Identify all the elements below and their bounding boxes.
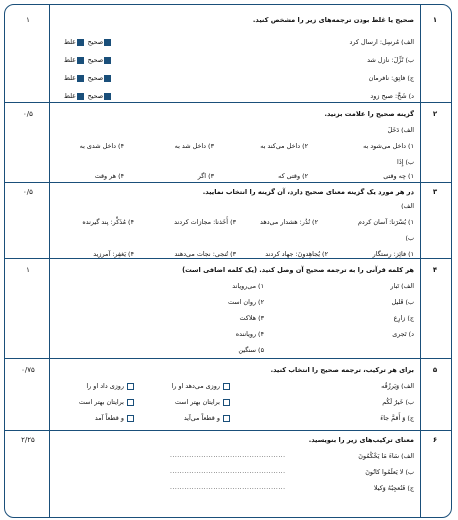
question-title: صحیح یا غلط بودن ترجمه‌های زیر را مشخص کنید. bbox=[252, 16, 414, 24]
item-text: الف) مُرسِل: ارسال کرد bbox=[349, 38, 414, 46]
checkbox-icon[interactable] bbox=[223, 415, 230, 422]
question-score: ۱ bbox=[26, 266, 30, 274]
question-stem: ب) bbox=[405, 234, 414, 242]
option-4[interactable]: ۴) مُذَکِّر: پند گیرنده bbox=[82, 218, 134, 226]
question-stem: الف) دَخَلَ bbox=[387, 126, 414, 134]
match-right-item[interactable]: ۲) روان است bbox=[227, 298, 264, 306]
option-3[interactable]: ۳) أَخَذنا: مجازات کردند bbox=[174, 218, 236, 226]
option-label: و قطعاً آمد bbox=[94, 414, 124, 422]
true-label: صحیح bbox=[87, 92, 104, 100]
option-a[interactable] bbox=[172, 382, 230, 390]
option-label: برایتان بهتر است bbox=[174, 398, 220, 406]
match-right-item[interactable]: ۱) می‌رویاند bbox=[232, 282, 264, 290]
checkbox-icon[interactable] bbox=[223, 383, 230, 390]
option-1[interactable]: ۱) چه وقتی bbox=[383, 172, 414, 180]
false-label: غلط bbox=[64, 74, 76, 82]
option-label: روزی داد او را bbox=[86, 382, 124, 390]
false-checkbox-icon[interactable] bbox=[77, 57, 84, 64]
match-left-item[interactable]: ب) قَلیل bbox=[391, 298, 414, 306]
option-3[interactable]: ۳) داخل شد به bbox=[174, 142, 214, 150]
question-stem: الف) bbox=[401, 202, 414, 210]
option-2[interactable]: ۲) نُذُر: هشدار می‌دهد bbox=[259, 218, 318, 226]
option-b[interactable] bbox=[86, 382, 134, 390]
option-label: و قطعاً می‌آید bbox=[183, 414, 220, 422]
question-stem: الف) وَیَرزُقُه bbox=[381, 382, 414, 390]
false-label: غلط bbox=[64, 92, 76, 100]
true-false-choice[interactable] bbox=[64, 56, 111, 64]
question-number: ۶ bbox=[432, 436, 438, 444]
question-stem: ج) وَ أَقمَّ جاءَ bbox=[380, 414, 414, 422]
question-number: ۱ bbox=[432, 16, 438, 24]
true-label: صحیح bbox=[87, 74, 104, 82]
false-label: غلط bbox=[64, 56, 76, 64]
item-text: ج) فاتِق: نافرمان bbox=[368, 74, 414, 82]
option-b[interactable] bbox=[79, 398, 134, 406]
option-1[interactable]: ۱) داخل می‌شود به bbox=[363, 142, 414, 150]
question-score: ۱ bbox=[26, 16, 30, 24]
option-b[interactable] bbox=[95, 414, 134, 422]
checkbox-icon[interactable] bbox=[127, 383, 134, 390]
false-checkbox-icon[interactable] bbox=[77, 75, 84, 82]
true-label: صحیح bbox=[87, 38, 104, 46]
checkbox-icon[interactable] bbox=[127, 399, 134, 406]
question-stem: ب) خَیرٌ لَکُم bbox=[382, 398, 414, 406]
true-checkbox-icon[interactable] bbox=[104, 75, 111, 82]
divider-score bbox=[49, 4, 50, 518]
true-checkbox-icon[interactable] bbox=[104, 57, 111, 64]
match-right-item[interactable]: ۳) هلاکت bbox=[239, 314, 264, 322]
option-a[interactable] bbox=[184, 414, 230, 422]
row-separator bbox=[4, 182, 452, 183]
item-text: الف) سَاءَ مَا یَحْکُمُونَ bbox=[358, 452, 414, 460]
question-stem: ب) إِذَا bbox=[397, 158, 414, 166]
question-score: ۲/۲۵ bbox=[21, 436, 35, 444]
checkbox-icon[interactable] bbox=[127, 415, 134, 422]
option-3[interactable]: ۳) تُنجی: نجات می‌دهند bbox=[174, 250, 236, 258]
true-false-choice[interactable] bbox=[64, 38, 111, 46]
question-score: ۰/۵ bbox=[23, 110, 33, 118]
option-1[interactable]: ۱) یُسْرَنا: آسان کردم bbox=[357, 218, 414, 226]
option-a[interactable] bbox=[175, 398, 230, 406]
question-number: ۲ bbox=[432, 110, 438, 118]
row-separator bbox=[4, 102, 452, 103]
question-number: ۴ bbox=[432, 266, 438, 274]
match-left-item[interactable]: ج) زارِع bbox=[393, 314, 414, 322]
question-title: معنای ترکیب‌های زیر را بنویسید. bbox=[308, 436, 414, 444]
question-score: ۰/۵ bbox=[23, 188, 33, 196]
question-title: هر کلمه قرآنی را به ترجمه صحیح آن وصل کنید. (یک کلمه اضافی است) bbox=[182, 266, 414, 274]
divider-num bbox=[420, 4, 421, 518]
true-checkbox-icon[interactable] bbox=[104, 93, 111, 100]
match-right-item[interactable]: ۴) رویاننده bbox=[235, 330, 264, 338]
true-false-choice[interactable] bbox=[64, 74, 111, 82]
option-4[interactable]: ۴) یَغفِر: آمرزید bbox=[93, 250, 134, 258]
item-text: ب) لا یَعلَمُوا کانُونَ bbox=[365, 468, 414, 476]
question-title: برای هر ترکیب، ترجمه صحیح را انتخاب کنید. bbox=[270, 366, 414, 374]
question-title: گزینه صحیح را علامت بزنید. bbox=[324, 110, 414, 118]
item-text: ج) فَنُعجِبُهُ وَکیلا bbox=[373, 484, 414, 492]
false-label: غلط bbox=[64, 38, 76, 46]
option-1[interactable]: ۱) فائِز: رستگار bbox=[372, 250, 414, 258]
question-title: در هر مورد یک گزینه معنای صحیح دارد، آن گزینه را انتخاب نمایید. bbox=[202, 188, 414, 196]
question-number: ۳ bbox=[432, 188, 438, 196]
option-2[interactable]: ۲) وقتی که bbox=[278, 172, 308, 180]
question-number: ۵ bbox=[432, 366, 438, 374]
row-separator bbox=[4, 430, 452, 431]
true-checkbox-icon[interactable] bbox=[104, 39, 111, 46]
item-text: د) شَحَّ: صبح زود bbox=[370, 92, 414, 100]
match-left-item[interactable]: د) تَجری bbox=[392, 330, 414, 338]
item-text: ب) نُزِّلَ: نازل شد bbox=[367, 56, 414, 64]
option-3[interactable]: ۳) اگر bbox=[197, 172, 214, 180]
row-separator bbox=[4, 258, 452, 259]
match-right-item[interactable]: ۵) سنگین bbox=[238, 346, 264, 354]
answer-blank[interactable]: ................................................ bbox=[170, 484, 286, 491]
option-label: روزی می‌دهد او را bbox=[171, 382, 220, 390]
match-left-item[interactable]: الف) تَبار bbox=[390, 282, 414, 290]
answer-blank[interactable]: ................................................ bbox=[170, 468, 286, 475]
option-label: برایتان بهتر است bbox=[78, 398, 124, 406]
option-4[interactable]: ۴) داخل شدی به bbox=[79, 142, 124, 150]
answer-blank[interactable]: ................................................ bbox=[170, 452, 286, 459]
false-checkbox-icon[interactable] bbox=[77, 39, 84, 46]
option-2[interactable]: ۲) داخل می‌کند به bbox=[260, 142, 308, 150]
false-checkbox-icon[interactable] bbox=[77, 93, 84, 100]
true-label: صحیح bbox=[87, 56, 104, 64]
question-score: ۰/۷۵ bbox=[21, 366, 35, 374]
option-2[interactable]: ۲) یُجاهِدونَ: جهاد کردند bbox=[265, 250, 328, 258]
true-false-choice[interactable] bbox=[64, 92, 111, 100]
row-separator bbox=[4, 358, 452, 359]
checkbox-icon[interactable] bbox=[223, 399, 230, 406]
option-4[interactable]: ۴) هر وقت bbox=[94, 172, 124, 180]
